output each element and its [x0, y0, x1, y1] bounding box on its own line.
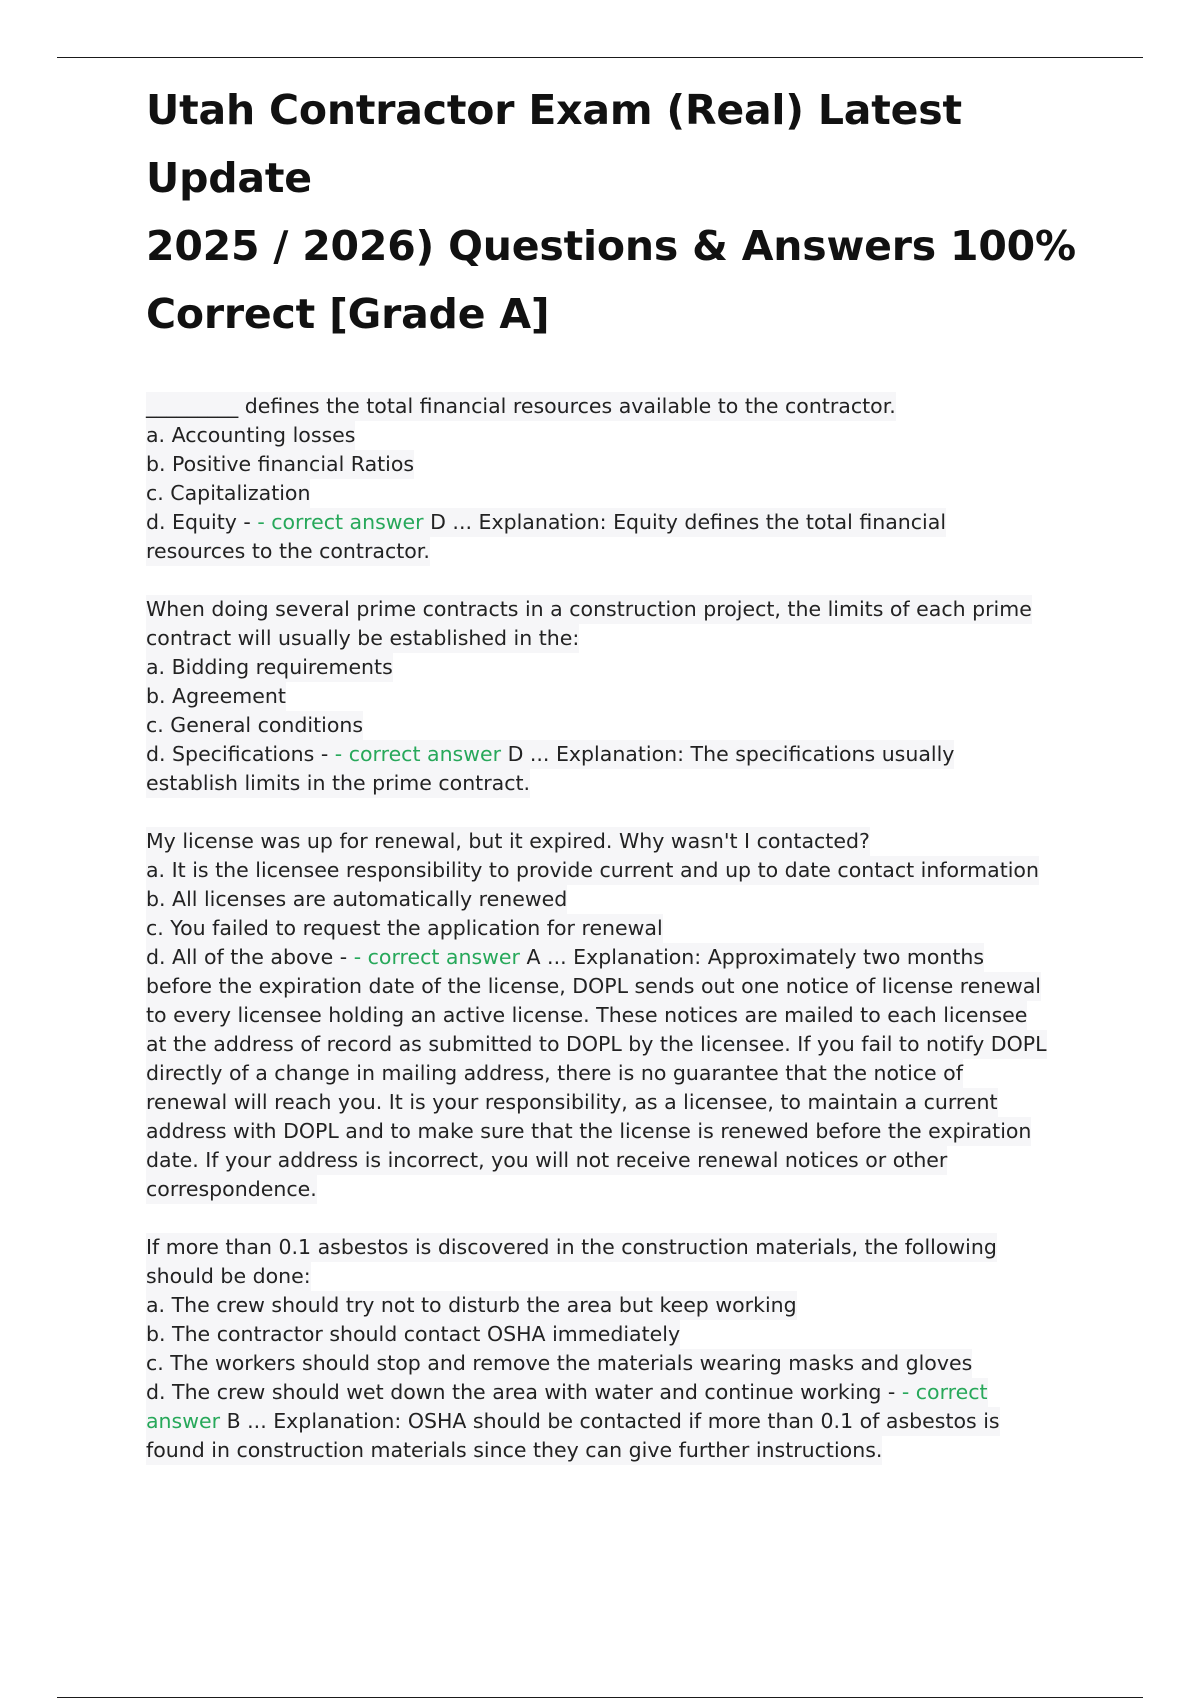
explanation-text: date. If your address is incorrect, you will not receive renewal notices or other	[146, 1146, 947, 1175]
correct-answer-label: - correct answer	[353, 945, 520, 969]
correct-answer-label: - correct answer	[257, 510, 424, 534]
answer-option: c. The workers should stop and remove the materials wearing masks and gloves	[146, 1349, 972, 1378]
correct-answer-label: - correct	[901, 1380, 988, 1404]
qa-item	[146, 827, 1096, 1204]
question-text: When doing several prime contracts in a construction project, the limits of each prime	[146, 595, 1032, 624]
question-text: If more than 0.1 asbestos is discovered in the construction materials, the following	[146, 1233, 997, 1262]
answer-option-with-answer	[146, 943, 984, 972]
explanation-text: D ... Explanation: Equity defines the total financial	[430, 510, 947, 534]
answer-option: d. The crew should wet down the area with water and continue working -	[146, 1380, 896, 1404]
explanation-text: correspondence.	[146, 1175, 317, 1204]
explanation-text: establish limits in the prime contract.	[146, 769, 530, 798]
correct-answer-label: answer	[146, 1409, 221, 1433]
question-text: contract will usually be established in the:	[146, 624, 579, 653]
answer-option: b. All licenses are automatically renewed	[146, 885, 567, 914]
answer-option: a. Accounting losses	[146, 421, 355, 450]
answer-option: a. It is the licensee responsibility to provide current and up to date contact information	[146, 856, 1039, 885]
title-line: Utah Contractor Exam (Real) Latest Update	[146, 86, 962, 202]
answer-option: b. The contractor should contact OSHA immediately	[146, 1320, 680, 1349]
answer-option: c. You failed to request the application for renewal	[146, 914, 663, 943]
answer-option-with-answer	[146, 740, 954, 769]
answer-option: b. Agreement	[146, 682, 286, 711]
answer-option: b. Positive financial Ratios	[146, 450, 414, 479]
answer-option: c. Capitalization	[146, 479, 310, 508]
explanation-text: before the expiration date of the license, DOPL sends out one notice of license renewal	[146, 972, 1041, 1001]
answer-option: c. General conditions	[146, 711, 363, 740]
qa-list	[146, 392, 1096, 1465]
answer-option: d. Specifications -	[146, 742, 329, 766]
explanation-text: D ... Explanation: The specifications usually	[507, 742, 955, 766]
explanation-text: A ... Explanation: Approximately two months	[526, 945, 985, 969]
answer-option-with-answer	[146, 508, 946, 537]
explanation-text: at the address of record as submitted to DOPL by the licensee. If you fail to notify DOPL	[146, 1030, 1047, 1059]
explanation-text: resources to the contractor.	[146, 537, 430, 566]
explanation-text: B ... Explanation: OSHA should be contacted if more than 0.1 of asbestos is	[226, 1409, 1000, 1433]
qa-item	[146, 595, 1096, 798]
qa-item	[146, 1233, 1096, 1465]
answer-option: d. Equity -	[146, 510, 251, 534]
correct-answer-label: - correct answer	[334, 742, 502, 766]
question-text: _________ defines the total financial resources available to the contractor.	[146, 392, 896, 421]
bottom-rule	[57, 1697, 1143, 1698]
page-content	[146, 76, 1096, 1494]
qa-item	[146, 392, 1096, 566]
document-title	[146, 76, 1096, 348]
explanation-text: to every licensee holding an active license. These notices are mailed to each licensee	[146, 1001, 1027, 1030]
title-line: Correct [Grade A]	[146, 290, 550, 338]
question-text: My license was up for renewal, but it expired. Why wasn't I contacted?	[146, 827, 870, 856]
answer-option-with-answer	[146, 1378, 988, 1407]
top-rule	[57, 57, 1143, 58]
answer-option: a. The crew should try not to disturb the area but keep working	[146, 1291, 797, 1320]
question-text: should be done:	[146, 1262, 311, 1291]
explanation-text: renewal will reach you. It is your responsibility, as a licensee, to maintain a current	[146, 1088, 998, 1117]
explanation-text: address with DOPL and to make sure that the license is renewed before the expiration	[146, 1117, 1031, 1146]
explanation-text: found in construction materials since they can give further instructions.	[146, 1436, 882, 1465]
explanation-line-with-answer	[146, 1407, 1000, 1436]
explanation-text: directly of a change in mailing address, there is no guarantee that the notice of	[146, 1059, 963, 1088]
answer-option: a. Bidding requirements	[146, 653, 393, 682]
answer-option: d. All of the above -	[146, 945, 348, 969]
title-line: 2025 / 2026) Questions & Answers 100%	[146, 222, 1076, 270]
